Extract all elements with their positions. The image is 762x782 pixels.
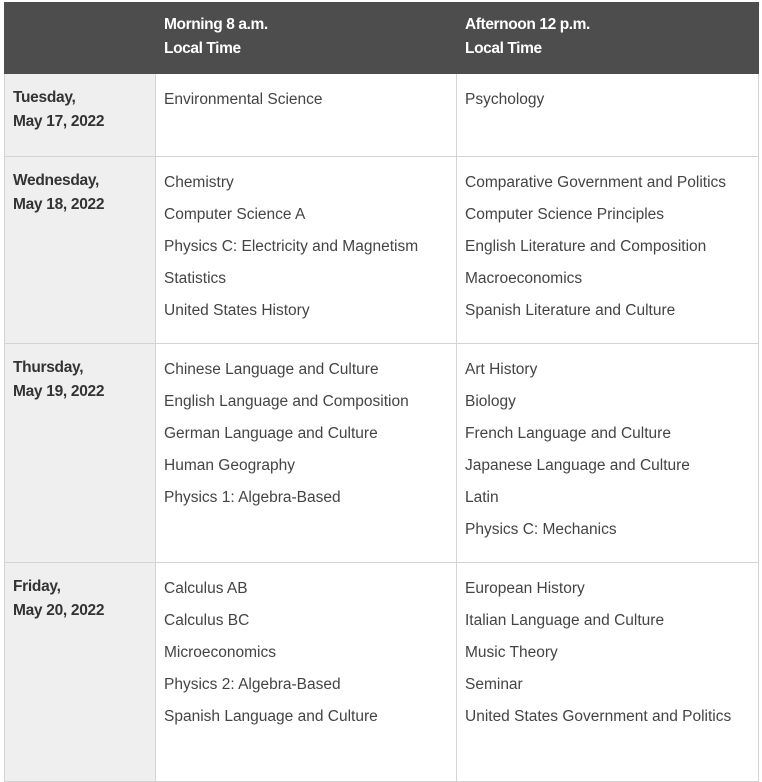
subject-list <box>164 84 448 116</box>
table-row <box>5 563 759 782</box>
day-cell <box>5 74 156 157</box>
list-item: Calculus AB <box>164 580 248 597</box>
table-row <box>5 344 759 563</box>
subject-list <box>465 167 750 327</box>
table-row <box>5 157 759 344</box>
header-afternoon-zone: Local Time <box>465 40 542 57</box>
header-morning <box>156 3 457 74</box>
morning-subjects <box>156 344 457 563</box>
morning-subjects <box>156 74 457 157</box>
morning-subjects <box>156 157 457 344</box>
morning-subjects <box>156 563 457 782</box>
afternoon-subjects <box>457 344 759 563</box>
day-weekday: Wednesday, <box>13 172 100 189</box>
list-item: German Language and Culture <box>164 425 378 442</box>
list-item: Psychology <box>465 91 545 108</box>
subject-list <box>164 573 448 733</box>
list-item: Biology <box>465 393 516 410</box>
list-item: United States Government and Politics <box>465 708 732 725</box>
day-cell <box>5 563 156 782</box>
day-weekday: Tuesday, <box>13 89 76 106</box>
table-row <box>5 74 759 157</box>
list-item: Italian Language and Culture <box>465 612 665 629</box>
list-item: Statistics <box>164 270 227 287</box>
day-weekday: Friday, <box>13 578 61 595</box>
header-day-cell <box>5 3 156 74</box>
list-item: French Language and Culture <box>465 425 671 442</box>
header-afternoon <box>457 3 759 74</box>
afternoon-subjects <box>457 74 759 157</box>
day-weekday: Thursday, <box>13 359 84 376</box>
subject-list <box>465 354 750 546</box>
afternoon-subjects <box>457 157 759 344</box>
header-row <box>5 3 759 74</box>
list-item: Chinese Language and Culture <box>164 361 379 378</box>
list-item: Spanish Language and Culture <box>164 708 378 725</box>
list-item: Chemistry <box>164 174 234 191</box>
list-item: Music Theory <box>465 644 558 661</box>
list-item: Physics C: Electricity and Magnetism <box>164 238 419 255</box>
day-date: May 19, 2022 <box>13 383 105 400</box>
list-item: English Language and Composition <box>164 393 409 410</box>
subject-list <box>465 573 750 733</box>
list-item: Spanish Literature and Culture <box>465 302 676 319</box>
list-item: Latin <box>465 489 499 506</box>
list-item: Comparative Government and Politics <box>465 174 727 191</box>
header-morning-zone: Local Time <box>164 40 241 57</box>
subject-list <box>164 167 448 327</box>
list-item: Physics 1: Algebra-Based <box>164 489 341 506</box>
list-item: Physics C: Mechanics <box>465 521 617 538</box>
list-item: Environmental Science <box>164 91 323 108</box>
exam-schedule-table <box>4 2 759 782</box>
day-date: May 17, 2022 <box>13 113 105 130</box>
list-item: Computer Science Principles <box>465 206 665 223</box>
afternoon-subjects <box>457 563 759 782</box>
subject-list <box>164 354 448 514</box>
list-item: United States History <box>164 302 310 319</box>
list-item: Physics 2: Algebra-Based <box>164 676 341 693</box>
day-date: May 18, 2022 <box>13 196 105 213</box>
list-item: Seminar <box>465 676 523 693</box>
list-item: Macroeconomics <box>465 270 583 287</box>
day-cell <box>5 344 156 563</box>
header-morning-time: Morning 8 a.m. <box>164 16 268 33</box>
list-item: Calculus BC <box>164 612 250 629</box>
day-date: May 20, 2022 <box>13 602 105 619</box>
list-item: Human Geography <box>164 457 295 474</box>
list-item: European History <box>465 580 585 597</box>
header-afternoon-time: Afternoon 12 p.m. <box>465 16 590 33</box>
subject-list <box>465 84 750 116</box>
list-item: Computer Science A <box>164 206 306 223</box>
list-item: English Literature and Composition <box>465 238 707 255</box>
list-item: Art History <box>465 361 538 378</box>
list-item: Microeconomics <box>164 644 276 661</box>
list-item: Japanese Language and Culture <box>465 457 690 474</box>
day-cell <box>5 157 156 344</box>
